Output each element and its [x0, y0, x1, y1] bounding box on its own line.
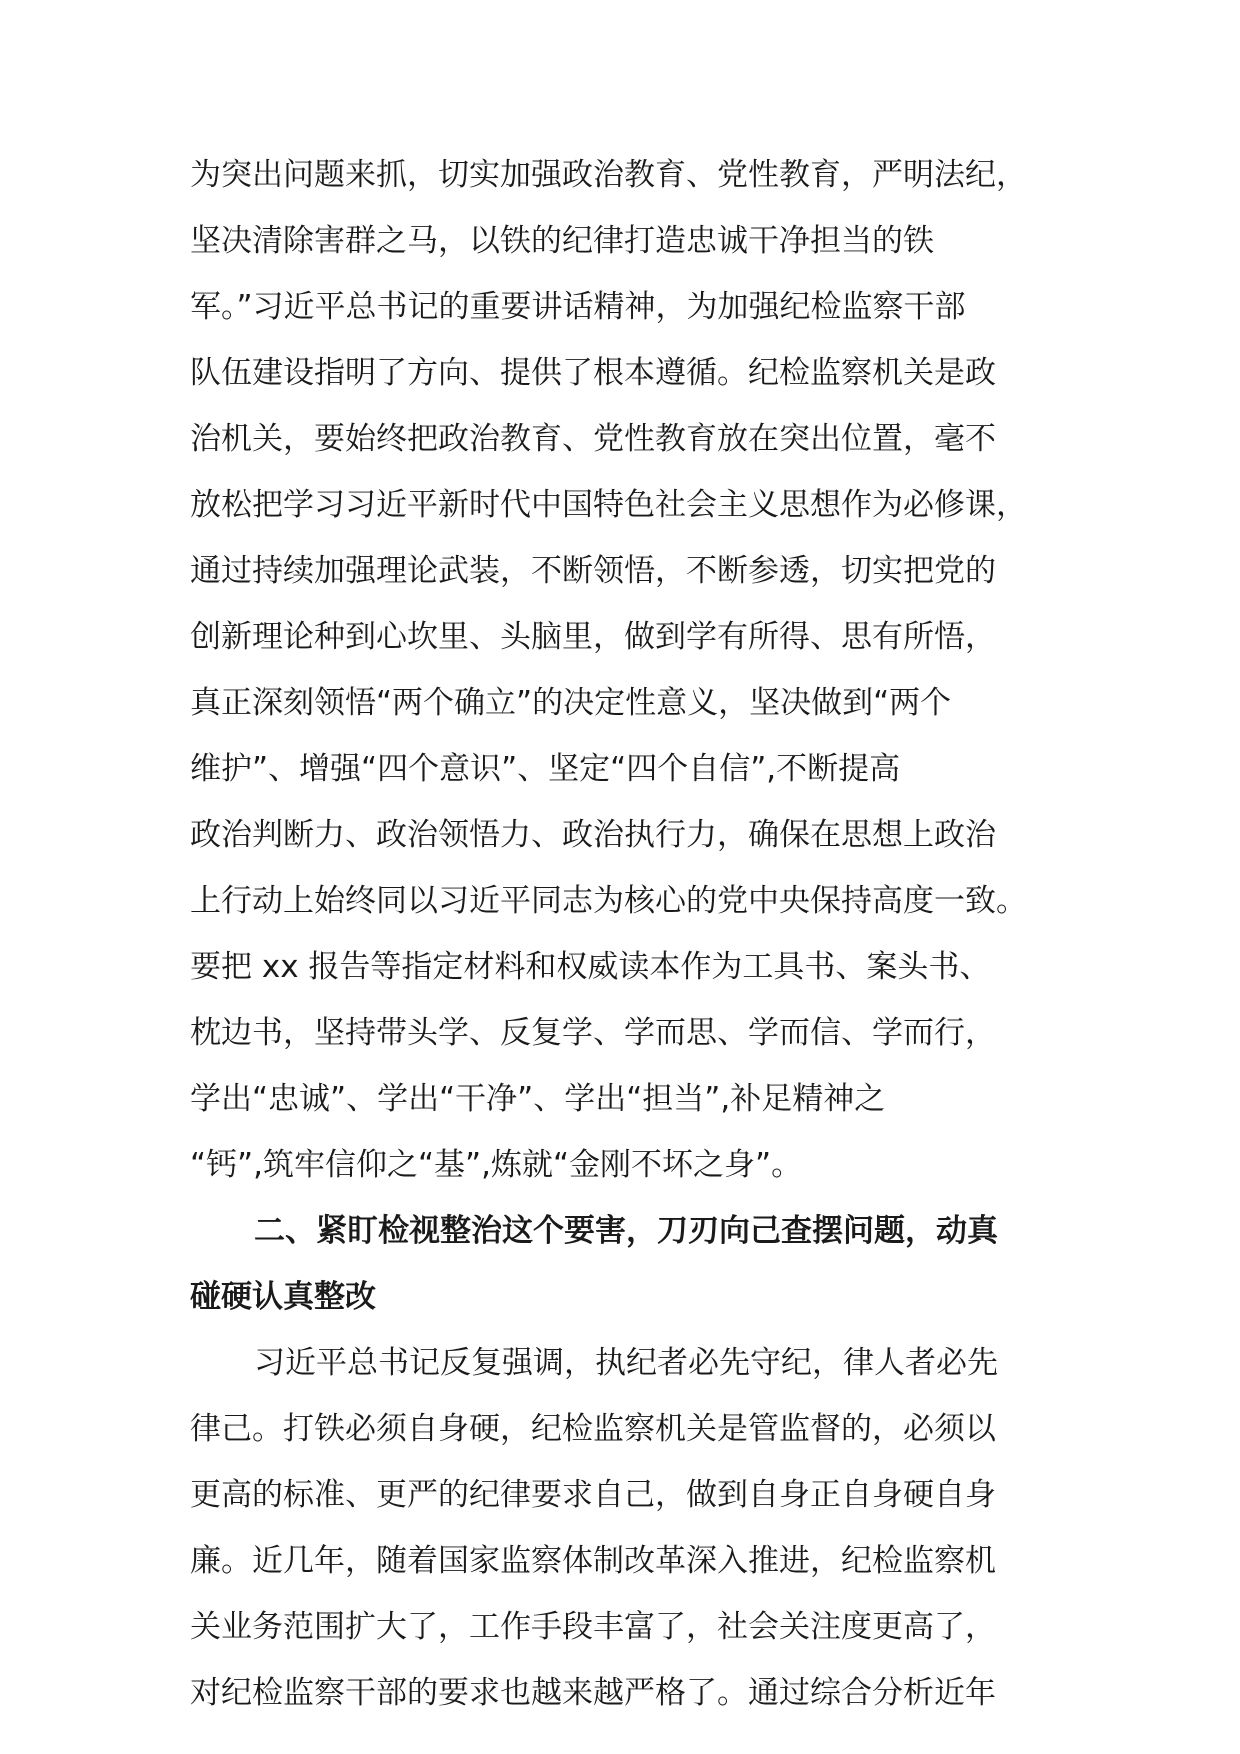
paragraph-line: 队伍建设指明了方向、提供了根本遵循。纪检监察机关是政	[190, 355, 996, 391]
paragraph-line: 维护”、增强“四个意识”、坚定“四个自信”,不断提高	[190, 751, 901, 787]
paragraph-line: 习近平总书记反复强调，执纪者必先守纪，律人者必先	[254, 1345, 998, 1381]
paragraph-line: 放松把学习习近平新时代中国特色社会主义思想作为必修课，	[190, 487, 1027, 523]
paragraph-line: 军。”习近平总书记的重要讲话精神，为加强纪检监察干部	[190, 289, 966, 325]
paragraph-line: 更高的标准、更严的纪律要求自己，做到自身正自身硬自身	[190, 1477, 996, 1513]
paragraph-line: 为突出问题来抓，切实加强政治教育、党性教育，严明法纪，	[190, 157, 1027, 193]
section-heading-line: 碰硬认真整改	[190, 1279, 376, 1315]
paragraph-line: 治机关，要始终把政治教育、党性教育放在突出位置，毫不	[190, 421, 996, 457]
paragraph-line: 关业务范围扩大了，工作手段丰富了，社会关注度更高了，	[190, 1609, 996, 1645]
paragraph-line: 真正深刻领悟“两个确立”的决定性意义，坚决做到“两个	[190, 685, 952, 721]
paragraph-line: 廉。近几年，随着国家监察体制改革深入推进，纪检监察机	[190, 1543, 996, 1579]
section-heading-line: 二、紧盯检视整治这个要害，刀刃向己查摆问题，动真	[254, 1213, 998, 1249]
paragraph-line: 上行动上始终同以习近平同志为核心的党中央保持高度一致。	[190, 883, 1027, 919]
paragraph-line: 律己。打铁必须自身硬，纪检监察机关是管监督的，必须以	[190, 1411, 996, 1447]
paragraph-line: 枕边书，坚持带头学、反复学、学而思、学而信、学而行，	[190, 1015, 996, 1051]
paragraph-line: 坚决清除害群之马，以铁的纪律打造忠诚干净担当的铁	[190, 223, 934, 259]
paragraph-line: “钙”,筑牢信仰之“基”,炼就“金刚不坏之身”。	[190, 1147, 803, 1183]
paragraph-line: 通过持续加强理论武装，不断领悟，不断参透，切实把党的	[190, 553, 996, 589]
paragraph-line: 学出“忠诚”、学出“干净”、学出“担当”,补足精神之	[190, 1081, 886, 1117]
paragraph-line: 政治判断力、政治领悟力、政治执行力，确保在思想上政治	[190, 817, 996, 853]
document-body	[190, 142, 1080, 1726]
paragraph-line: 要把 xx 报告等指定材料和权威读本作为工具书、案头书、	[190, 949, 991, 985]
paragraph-line: 创新理论种到心坎里、头脑里，做到学有所得、思有所悟，	[190, 619, 996, 655]
paragraph-line: 对纪检监察干部的要求也越来越严格了。通过综合分析近年	[190, 1675, 996, 1711]
